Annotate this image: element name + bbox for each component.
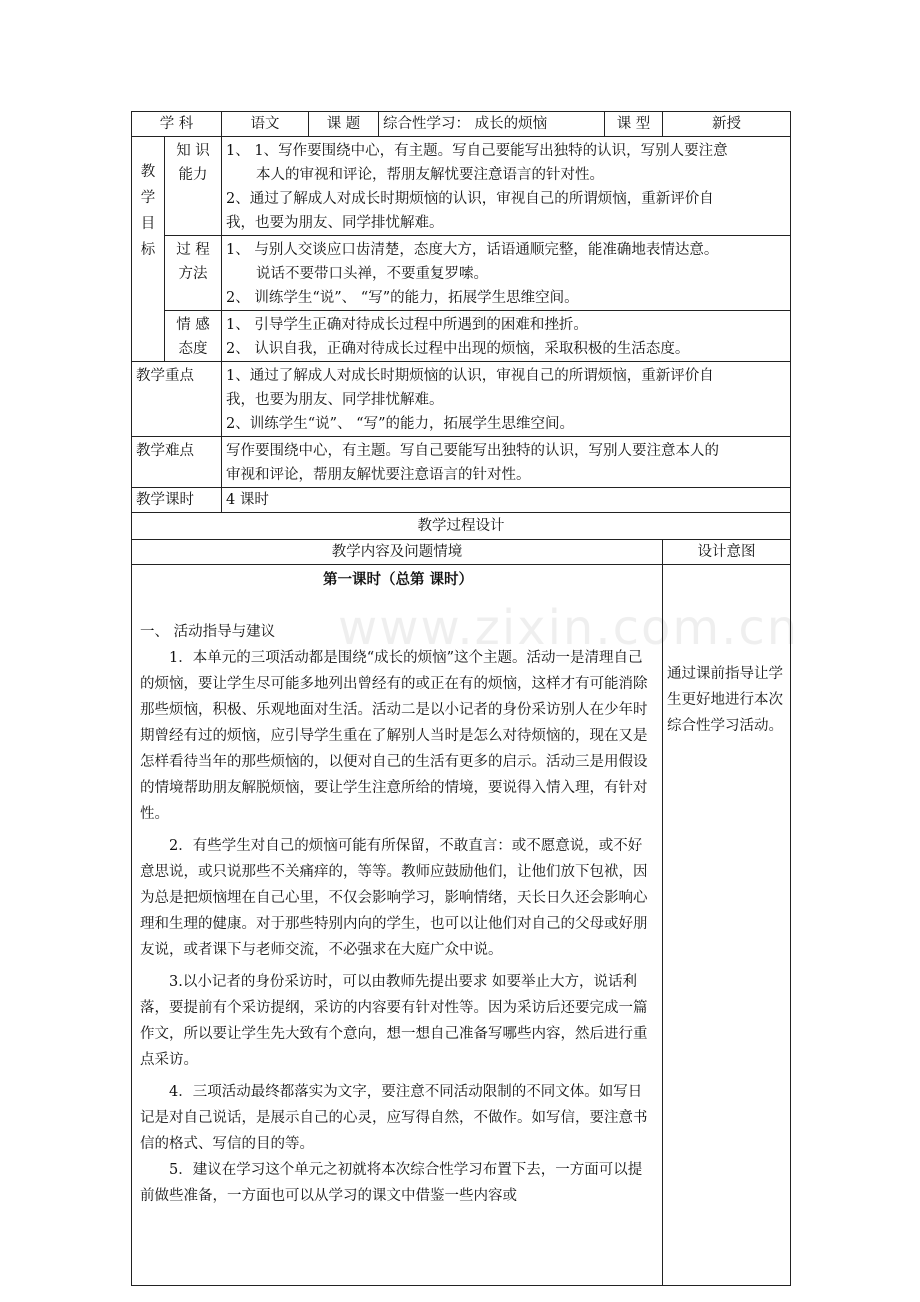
emotion-item2: 2、 认识自我，正确对待成长过程中出现的烦恼，采取积极的生活态度。 xyxy=(226,341,690,357)
type-label: 课 型 xyxy=(605,112,663,137)
knowledge-label xyxy=(165,137,222,236)
emotion-item1: 1、 引导学生正确对待成长过程中所遇到的困难和挫折。 xyxy=(226,317,588,333)
emotion-label xyxy=(165,311,222,362)
process-label-line2: 方法 xyxy=(178,266,208,282)
lesson-title: 第一课时（总第 课时） xyxy=(322,571,474,588)
key-points-line1: 1、通过了解成人对成长时期烦恼的认识，审视自己的所谓烦恼，重新评价自 xyxy=(226,368,714,384)
design-intent-cell: 通过课前指导让学生更好地进行本次综合性学习活动。 xyxy=(663,565,791,1286)
knowledge-label-line1: 知 识 xyxy=(176,143,210,159)
emotion-label-line2: 态度 xyxy=(178,341,208,357)
hours-row xyxy=(132,488,791,513)
process-label-line1: 过 程 xyxy=(176,242,210,258)
topic-value: 综合性学习： 成长的烦恼 xyxy=(379,112,605,137)
difficulties-label: 教学难点 xyxy=(132,437,222,488)
key-points-line2: 我，也要为朋友、同学排忧解难。 xyxy=(226,392,444,408)
intent-column-header: 设计意图 xyxy=(663,540,791,565)
teaching-goals-label xyxy=(132,137,165,362)
paragraph-5: 5．建议在学习这个单元之初就将本次综合性学习布置下去，一方面可以提前做些准备，一方面也可以从学习的课文中借鉴一些内容或 xyxy=(140,1162,643,1204)
process-item2: 2、 训练学生“说”、 “写”的能力，拓展学生思维空间。 xyxy=(226,290,579,306)
knowledge-item1-line1: 1、 1、写作要围绕中心，有主题。写自己要能写出独特的认识，写别人要注意 xyxy=(226,143,728,159)
subject-label: 学 科 xyxy=(132,112,222,137)
process-design-title-row xyxy=(132,513,791,540)
process-item1-line2: 说话不要带口头禅，不要重复罗嗦。 xyxy=(256,266,489,282)
difficulties-content xyxy=(222,437,791,488)
paragraph-1: 1．本单元的三项活动都是围绕“成长的烦恼”这个主题。活动一是清理自己的烦恼，要让学生尽可能多地列出曾经有的或正在有的烦恼，这样才有可能消除那些烦恼，积极、乐观地面对生活。活动二是以小记者的身份采访别人在少年时期曾经有过的烦恼，应引导学生重在了解别人当时是怎么对待烦恼的，现在又是怎样看待当年的那些烦恼的，以便对自己的生活有更多的启示。活动三是用假设的情境帮助朋友解脱烦恼，要让学生注意所给的情境，要说得入情入理，有针对性。 xyxy=(140,650,648,822)
lesson-plan-document xyxy=(131,111,790,1286)
type-value: 新授 xyxy=(663,112,791,137)
paragraph-2: 2．有些学生对自己的烦恼可能有所保留，不敢直言：或不愿意说，或不好意思说，或只说那些不关痛痒的，等等。教师应鼓励他们，让他们放下包袱，因为总是把烦恼埋在自己心里，不仅会影响学习，影响情绪，天长日久还会影响心理和生理的健康。对于那些特别内向的学生，也可以让他们对自己的父母或好朋友说，或者课下与老师交流，不必强求在大庭广众中说。 xyxy=(140,838,648,958)
goal-knowledge-row xyxy=(132,137,791,236)
key-points-label: 教学重点 xyxy=(132,362,222,437)
process-label xyxy=(165,236,222,311)
paragraph-4: 4．三项活动最终都落实为文字，要注意不同活动限制的不同文体。如写日记是对自己说话，是展示自己的心灵，应写得自然，不做作。如写信，要注意书信的格式、写信的目的等。 xyxy=(140,1084,648,1152)
goal-process-row xyxy=(132,236,791,311)
knowledge-item1-line2: 本人的审视和评论，帮朋友解忧要注意语言的针对性。 xyxy=(256,167,605,183)
process-content xyxy=(222,236,791,311)
knowledge-item2-line1: 2、通过了解成人对成长时期烦恼的认识，审视自己的所谓烦恼，重新评价自 xyxy=(226,191,714,207)
goal-char-1: 教 xyxy=(140,164,156,180)
process-design-head-row xyxy=(132,540,791,565)
header-row xyxy=(132,112,791,137)
key-points-row xyxy=(132,362,791,437)
knowledge-item2-line2: 我，也要为朋友、同学排忧解难。 xyxy=(226,215,444,231)
subject-value: 语文 xyxy=(222,112,309,137)
watermark-text: www.zixin.com.cn xyxy=(338,600,800,656)
knowledge-label-line2: 能力 xyxy=(178,167,208,183)
difficulties-row xyxy=(132,437,791,488)
process-design-title: 教学过程设计 xyxy=(132,513,791,540)
goal-char-3: 目 xyxy=(140,216,156,232)
difficulties-line2: 审视和评论，帮朋友解忧要注意语言的针对性。 xyxy=(226,467,531,483)
hours-value: 4 课时 xyxy=(222,488,791,513)
key-points-content xyxy=(222,362,791,437)
section-activity-guidance: 一、 活动指导与建议 xyxy=(140,624,276,640)
key-points-line3: 2、训练学生“说”、 “写”的能力，拓展学生思维空间。 xyxy=(226,416,574,432)
hours-label: 教学课时 xyxy=(132,488,222,513)
goal-char-4: 标 xyxy=(140,242,156,258)
content-column-header: 教学内容及问题情境 xyxy=(132,540,663,565)
emotion-content xyxy=(222,311,791,362)
lesson-plan-table xyxy=(131,111,791,1286)
difficulties-line1: 写作要围绕中心，有主题。写自己要能写出独特的认识，写别人要注意本人的 xyxy=(226,443,720,459)
topic-label: 课 题 xyxy=(309,112,379,137)
goal-emotion-row xyxy=(132,311,791,362)
knowledge-content xyxy=(222,137,791,236)
emotion-label-line1: 情 感 xyxy=(176,317,210,333)
process-item1-line1: 1、 与别人交谈应口齿清楚，态度大方，话语通顺完整，能准确地表情达意。 xyxy=(226,242,719,258)
lesson-content-cell xyxy=(132,565,663,1286)
paragraph-3: 3.以小记者的身份采访时，可以由教师先提出要求 如要举止大方，说话利落，要提前有个采访提纲，采访的内容要有针对性等。因为采访后还要完成一篇作文，所以要让学生先大致有个意向，想一想自己准备写哪些内容，然后进行重点采访。 xyxy=(140,974,648,1068)
goal-char-2: 学 xyxy=(140,190,156,206)
lesson-row xyxy=(132,565,791,1286)
